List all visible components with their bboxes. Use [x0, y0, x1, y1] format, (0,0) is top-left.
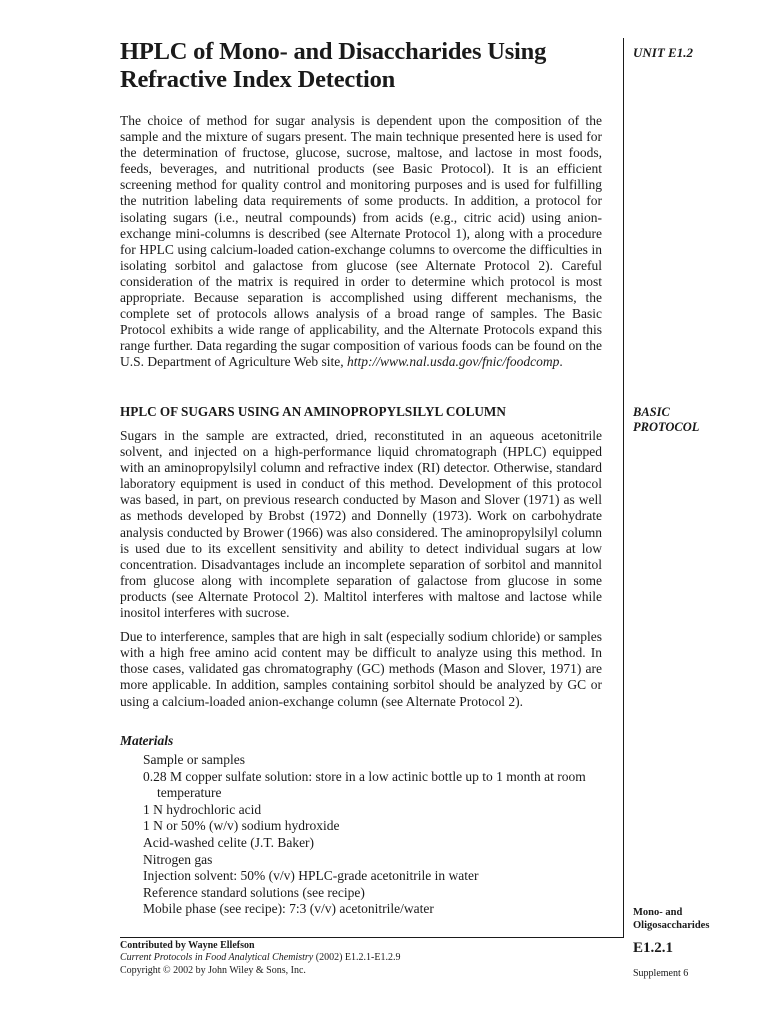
section-heading: HPLC OF SUGARS USING AN AMINOPROPYLSILYL COLUMN [120, 404, 506, 419]
material-item: 1 N hydrochloric acid [143, 801, 262, 817]
citation: Current Protocols in Food Analytical Chemistry (2002) E1.2.1-E1.2.9 [120, 952, 401, 964]
column-divider-vertical [623, 38, 624, 938]
footer-divider [120, 937, 624, 938]
protocol-paragraph-2: Due to interference, samples that are high in salt (especially sodium chloride) or samples with a high free amino acid content may be difficult to analyze using this method. In those cases, validated gas chromatography (GC) methods (Mason and Slover, 1971) are more applicable. In addition, samples containing sorbitol should be analyzed by GC or using a calcium-loaded anion-exchange column (see Alternate Protocol 2). [120, 629, 602, 709]
topic-label: Mono- and Oligosaccharides [633, 907, 710, 931]
material-item: Mobile phase (see recipe): 7:3 (v/v) acetonitrile/water [143, 901, 434, 917]
unit-label: UNIT E1.2 [633, 45, 693, 60]
supplement-label: Supplement 6 [633, 968, 689, 979]
material-item: Sample or samples [143, 752, 245, 767]
materials-list [143, 752, 603, 918]
copyright: Copyright © 2002 by John Wiley & Sons, Inc. [120, 964, 306, 976]
basic-protocol-label: BASIC PROTOCOL [633, 405, 700, 434]
material-item: Injection solvent: 50% (v/v) HPLC-grade acetonitrile in water [143, 868, 479, 884]
usda-link[interactable]: http://www.nal.usda.gov/fnic/foodcomp [347, 354, 560, 370]
material-item: Acid-washed celite (J.T. Baker) [143, 834, 315, 850]
material-item: Reference standard solutions (see recipe) [143, 884, 365, 900]
page-code: E1.2.1 [633, 940, 674, 956]
materials-heading: Materials [120, 733, 174, 748]
intro-paragraph: The choice of method for sugar analysis is dependent upon the composition of the sample and the mixture of sugars present. The main technique presented here is used for the determination of fructose, glucose, sucrose, maltose, and lactose in most foods, feeds, beverages, and nutritional products (see Basic Protocol). It is an efficient screening method for quality control and monitoring purposes and is used for fulfilling the nutrition labeling data requirements of some products. In addition, a protocol for isolating sugars (i.e., neutral compounds) from acids (e.g., citric acid) using anion-exchange mini-columns is described (see Alternate Protocol 1), along with a procedure for HPLC using calcium-loaded cation-exchange columns to overcome the difficulties in isolating sorbitol and galactose from glucose (see Alternate Protocol 2). Careful consideration of the matrix is required in order to determine which protocol is most appropriate. Because separation is accomplished using different mechanisms, the complete set of protocols allows analysis of a broad range of samples. The Basic Protocol exhibits a wide range of applicability, and the Alternate Protocols expand this range further. Data regarding the sugar composition of various foods can be found on the U.S. Department of Agriculture Web site, http://www.nal.usda.gov/fnic/foodcomp. [120, 113, 602, 370]
protocol-paragraph-1: Sugars in the sample are extracted, dried, reconstituted in an aqueous acetonitrile solvent, and injected on a high-performance liquid chromatograph (HPLC) equipped with an aminopropylsilyl column and refractive index (RI) detector. Otherwise, standard laboratory equipment is used in conduct of this method. Development of this protocol was based, in part, on previous research conducted by Mason and Slover (1971) as well as methods developed by Brobst (1972) and Donnelly (1973). Work on carbohydrate analysis conducted by Brower (1966) was also considered. The aminopropylsilyl column is used due to its excellent sensitivity and ability to detect individual sugars at low concentration. Disadvantages include an incomplete separation of sorbitol and mannitol from glucose along with incomplete separation of galactose from glucose in some products (see Alternate Protocol 2). Maltitol interferes with maltose and lactose while inositol interferes with sucrose. [120, 428, 602, 621]
protocol-body [120, 428, 602, 710]
material-item: Nitrogen gas [143, 851, 213, 867]
intro-section [120, 113, 602, 371]
material-item: 0.28 M copper sulfate solution: store in a low actinic bottle up to 1 month at room temperature [143, 768, 586, 801]
material-item: 1 N or 50% (w/v) sodium hydroxide [143, 818, 340, 834]
page-title: HPLC of Mono- and Disaccharides Using Refractive Index Detection [120, 38, 547, 93]
contributor: Contributed by Wayne Ellefson [120, 940, 255, 951]
footer-credits [120, 940, 400, 977]
